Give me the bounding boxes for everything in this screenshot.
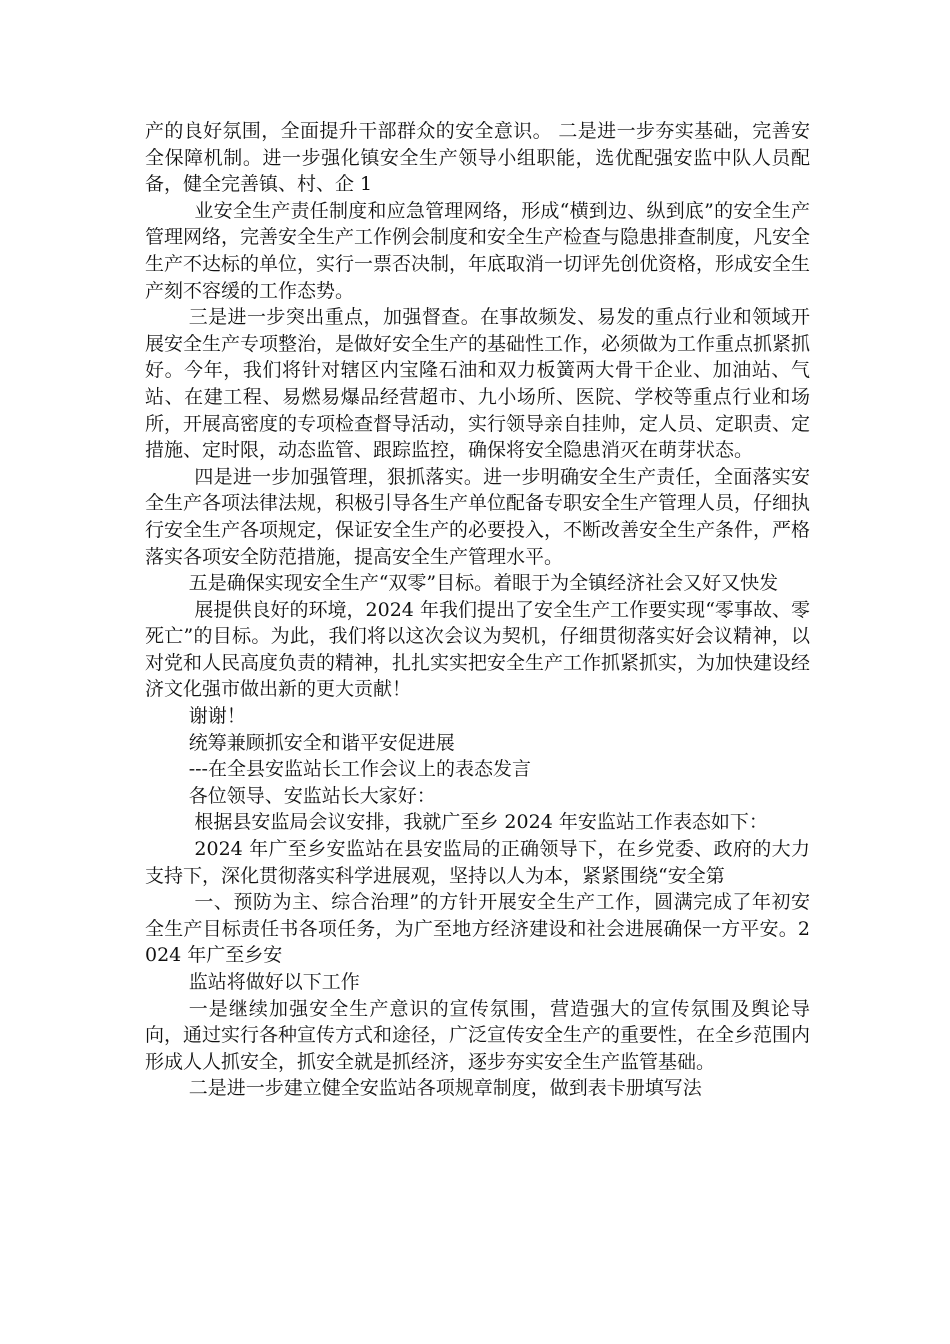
paragraph: 业安全生产责任制度和应急管理网络，形成“横到边、纵到底”的安全生产管理网络，完善安全生产工作例会制度和安全生产检查与隐患排查制度，凡安全生产不达标的单位，实行一票否决制，年底取消一切评先创优资格，形成安全生产刻不容缓的工作态势。 — [145, 199, 811, 302]
document-body — [145, 118, 810, 1102]
paragraph: 一、预防为主、综合治理”的方针开展安全生产工作，圆满完成了年初安全生产目标责任书各项任务，为广至地方经济建设和社会进展确保一方平安。2024 年广至乡安 — [145, 891, 810, 967]
paragraph: 四是进一步加强管理，狠抓落实。进一步明确安全生产责任，全面落实安全生产各项法律法规，积极引导各生产单位配备专职安全生产管理人员，仔细执行安全生产各项规定，保证安全生产的必要投入，不断改善安全生产条件，严格落实各项安全防范措施，提高安全生产管理水平。 — [145, 465, 811, 568]
paragraph: 一是继续加强安全生产意识的宣传氛围，营造强大的宣传氛围及舆论导向，通过实行各种宣传方式和途径，广泛宣传安全生产的重要性，在全乡范围内形成人人抓安全，抓安全就是抓经济，逐步夯实安全生产监管基础。 — [145, 997, 811, 1073]
paragraph-subtitle: 统筹兼顾抓安全和谐平安促进展 — [188, 731, 455, 754]
paragraph: 监站将做好以下工作 — [188, 971, 360, 993]
paragraph-subtitle: ---在全县安监站长工作会议上的表态发言 — [188, 758, 531, 781]
paragraph: 三是进一步突出重点，加强督查。在事故频发、易发的重点行业和领域开展安全生产专项整治，是做好安全生产的基础性工作，必须做为工作重点抓紧抓好。今年，我们将针对辖区内宝隆石油和双力板簧两大骨干企业、加油站、气站、在建工程、易燃易爆品经营超市、九小场所、医院、学校等重点行业和场所，开展高密度的专项检查督导活动，实行领导亲自挂帅，定人员、定职责、定措施、定时限，动态监管、跟踪监控，确保将安全隐患消灭在萌芽状态。 — [145, 306, 811, 462]
paragraph: 产的良好氛围，全面提升干部群众的安全意识。 二是进一步夯实基础，完善安全保障机制。进一步强化镇安全生产领导小组职能，选优配强安监中队人员配备，健全完善镇、村、企 1 — [145, 120, 810, 196]
paragraph: 展提供良好的环境，2024 年我们提出了安全生产工作要实现“零事故、零死亡”的目标。为此，我们将以这次会议为契机，仔细贯彻落实好会议精神，以对党和人民高度负责的精神，扎扎实实把安全生产工作抓紧抓实，为加快建设经济文化强市做出新的更大贡献！ — [145, 598, 811, 701]
paragraph: 谢谢！ — [188, 705, 246, 728]
paragraph: 2024 年广至乡安监站在县安监局的正确领导下，在乡党委、政府的大力支持下，深化贯彻落实科学进展观，坚持以人为本，紧紧围绕“安全第 — [145, 838, 810, 887]
paragraph: 五是确保实现安全生产“双零”目标。着眼于为全镇经济社会又好又快发 — [188, 572, 779, 595]
salutation: 各位领导、安监站长大家好： — [188, 784, 436, 807]
paragraph: 二是进一步建立健全安监站各项规章制度，做到表卡册填写法 — [188, 1077, 702, 1100]
paragraph: 根据县安监局会议安排，我就广至乡 2024 年安监站工作表态如下： — [194, 811, 768, 834]
